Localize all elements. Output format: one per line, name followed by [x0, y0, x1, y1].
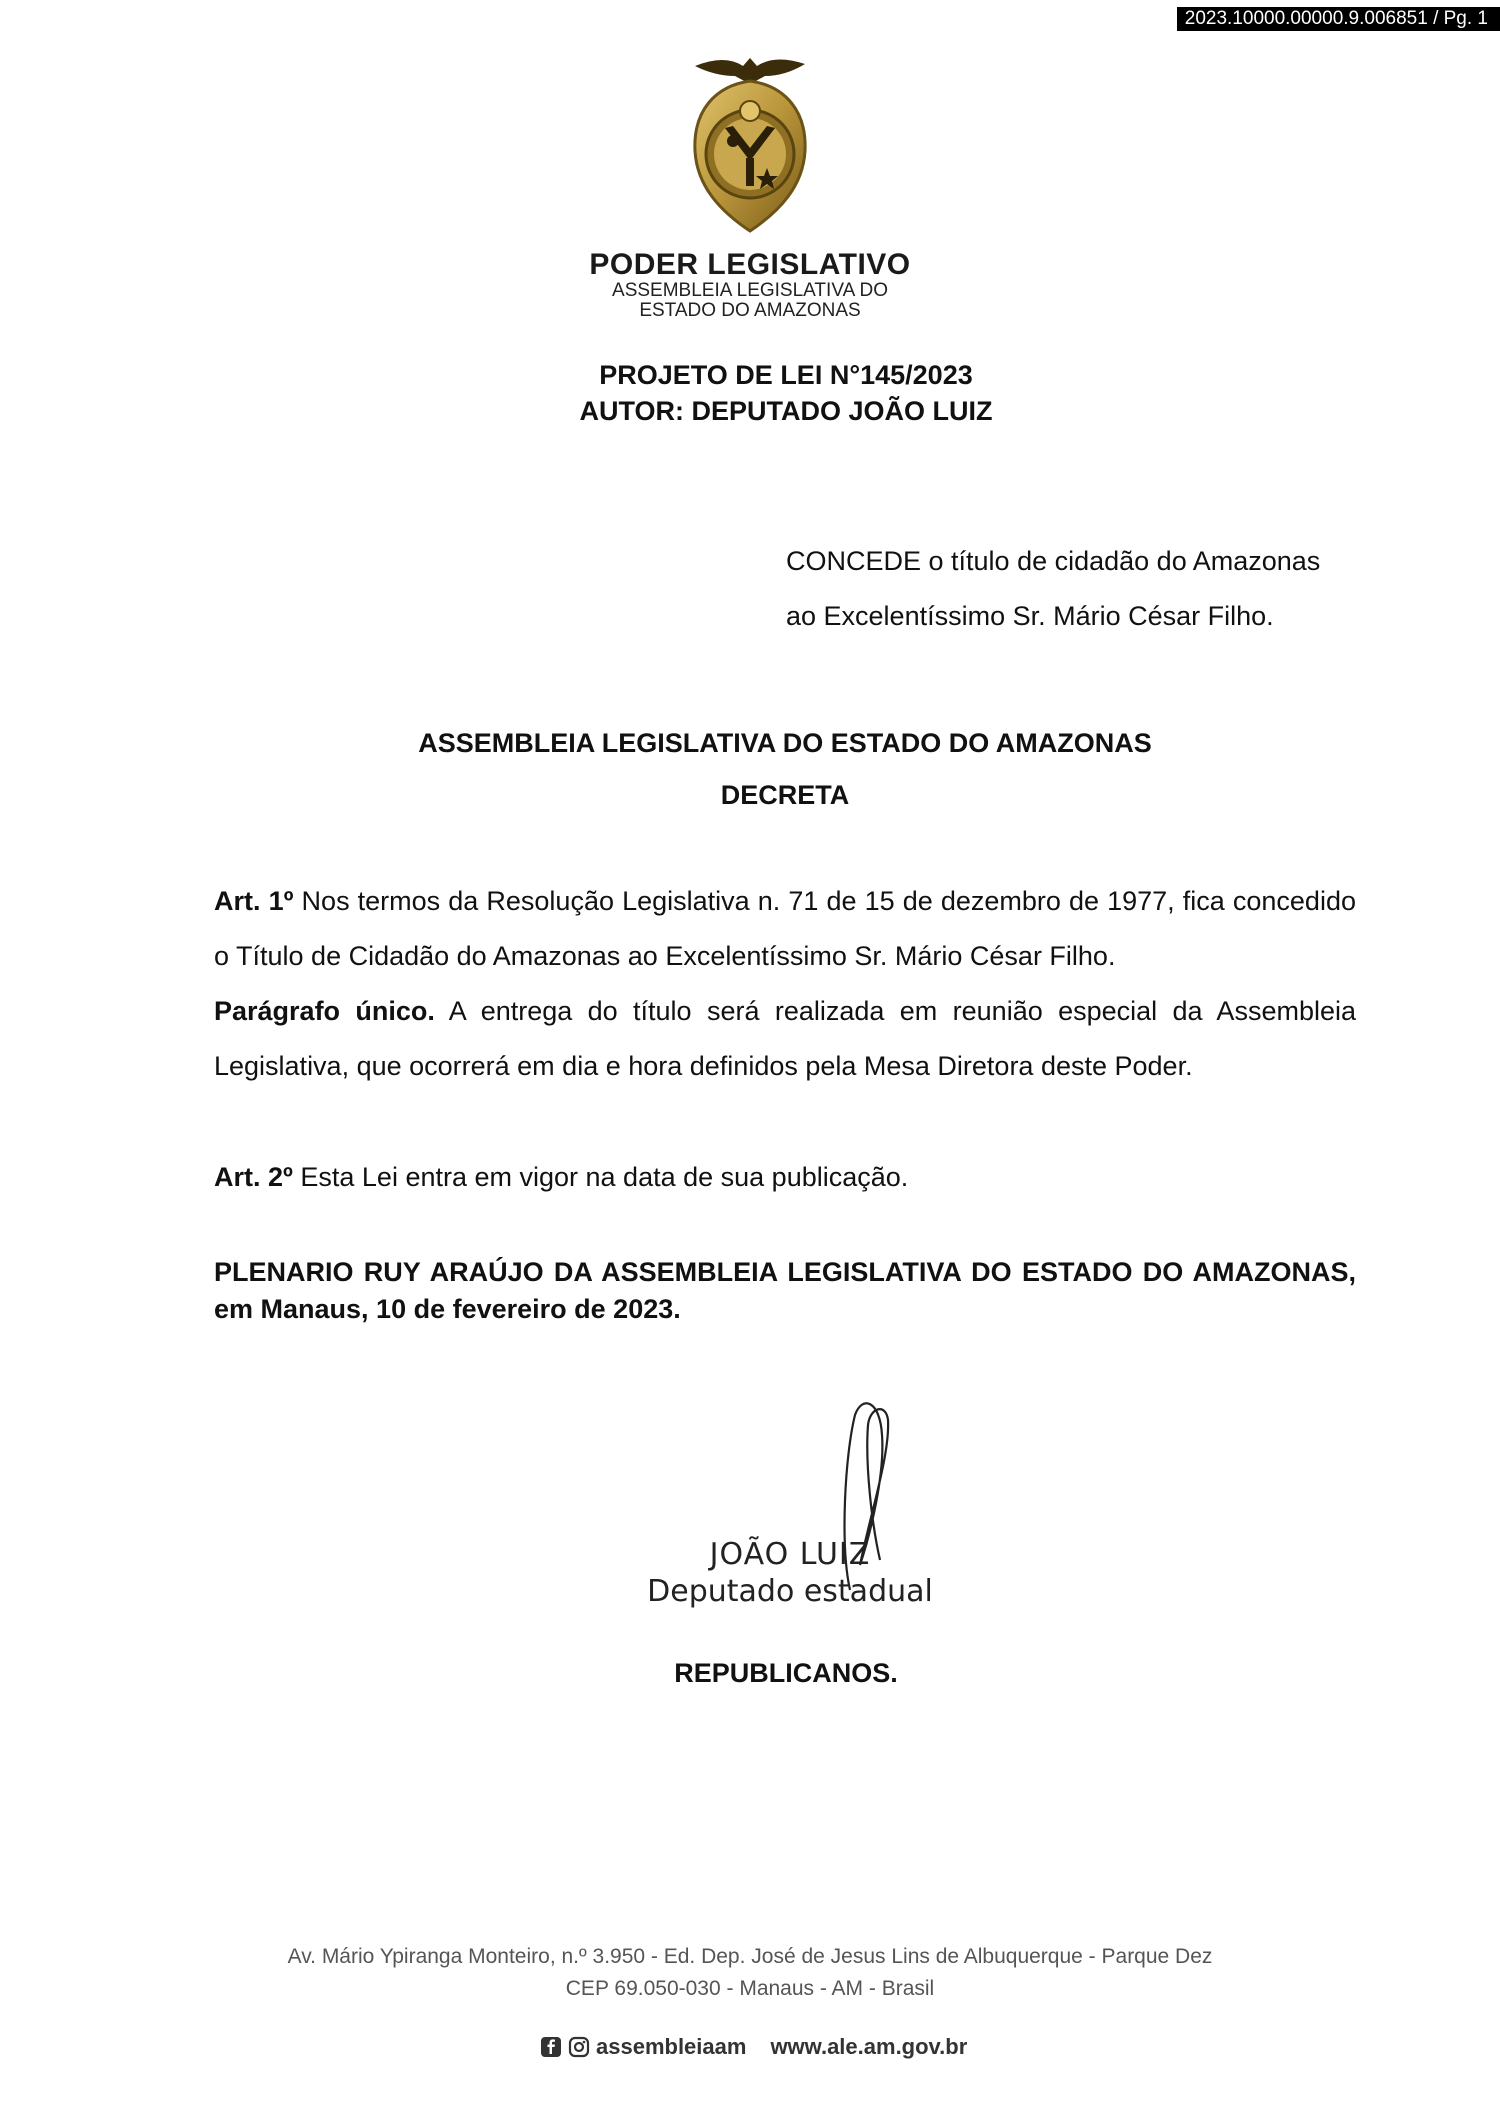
article-2-label: Art. 2º — [214, 1162, 293, 1192]
header-subtitle-1: ASSEMBLEIA LEGISLATIVA DO — [612, 280, 888, 301]
article-1-label: Art. 1º — [214, 886, 294, 916]
footer-social-handle: assembleiaam — [596, 2034, 747, 2059]
document-stamp: 2023.10000.00000.9.006851 / Pg. 1 — [1177, 7, 1500, 31]
footer-address: Av. Mário Ypiranga Monteiro, n.º 3.950 - Ed. Dep. José de Jesus Lins de Albuquerque - Parque Dez — [287, 1945, 1213, 1968]
instagram-icon — [568, 2036, 590, 2058]
bill-number: PROJETO DE LEI N°145/2023 — [599, 360, 973, 390]
article-2-text: Esta Lei entra em vigor na data de sua publicação. — [292, 1162, 909, 1192]
crest-icon — [675, 36, 825, 241]
footer-website[interactable]: www.ale.am.gov.br — [770, 2034, 968, 2059]
article-1-text: Nos termos da Resolução Legislativa n. 71 de 15 de dezembro de 1977, fica concedido o Título de Cidadão do Amazonas ao Excelentíssimo Sr. Mário César Filho. — [214, 886, 1356, 971]
ementa: CONCEDE o título de cidadão do Amazonas ao Excelentíssimo Sr. Mário César Filho. — [786, 546, 1321, 631]
decree-heading: ASSEMBLEIA LEGISLATIVA DO ESTADO DO AMAZONAS — [418, 728, 1152, 758]
party-name: REPUBLICANOS. — [674, 1658, 898, 1688]
decree-verb: DECRETA — [720, 780, 850, 810]
footer-social — [540, 2034, 967, 2060]
article-1 — [214, 874, 1356, 984]
closing-statement: PLENARIO RUY ARAÚJO DA ASSEMBLEIA LEGISLATIVA DO ESTADO DO AMAZONAS, em Manaus, 10 de fevereiro de 2023. — [214, 1257, 1356, 1324]
header-subtitle-2: ESTADO DO AMAZONAS — [639, 300, 861, 321]
single-paragraph — [214, 984, 1356, 1094]
footer-cep: CEP 69.050-030 - Manaus - AM - Brasil — [565, 1977, 935, 2000]
single-paragraph-text: A entrega do título será realizada em reunião especial da Assembleia Legislativa, que ocorrerá em dia e hora definidos pela Mesa Diretora deste Poder. — [214, 996, 1356, 1081]
article-2 — [214, 1150, 1356, 1205]
single-paragraph-label: Parágrafo único. — [214, 996, 435, 1026]
signatory-name: JOÃO LUIZ — [709, 1537, 871, 1572]
facebook-icon — [540, 2036, 562, 2058]
signatory-role: Deputado estadual — [647, 1574, 933, 1609]
header-title: PODER LEGISLATIVO — [589, 248, 911, 281]
bill-author: AUTOR: DEPUTADO JOÃO LUIZ — [579, 396, 993, 426]
